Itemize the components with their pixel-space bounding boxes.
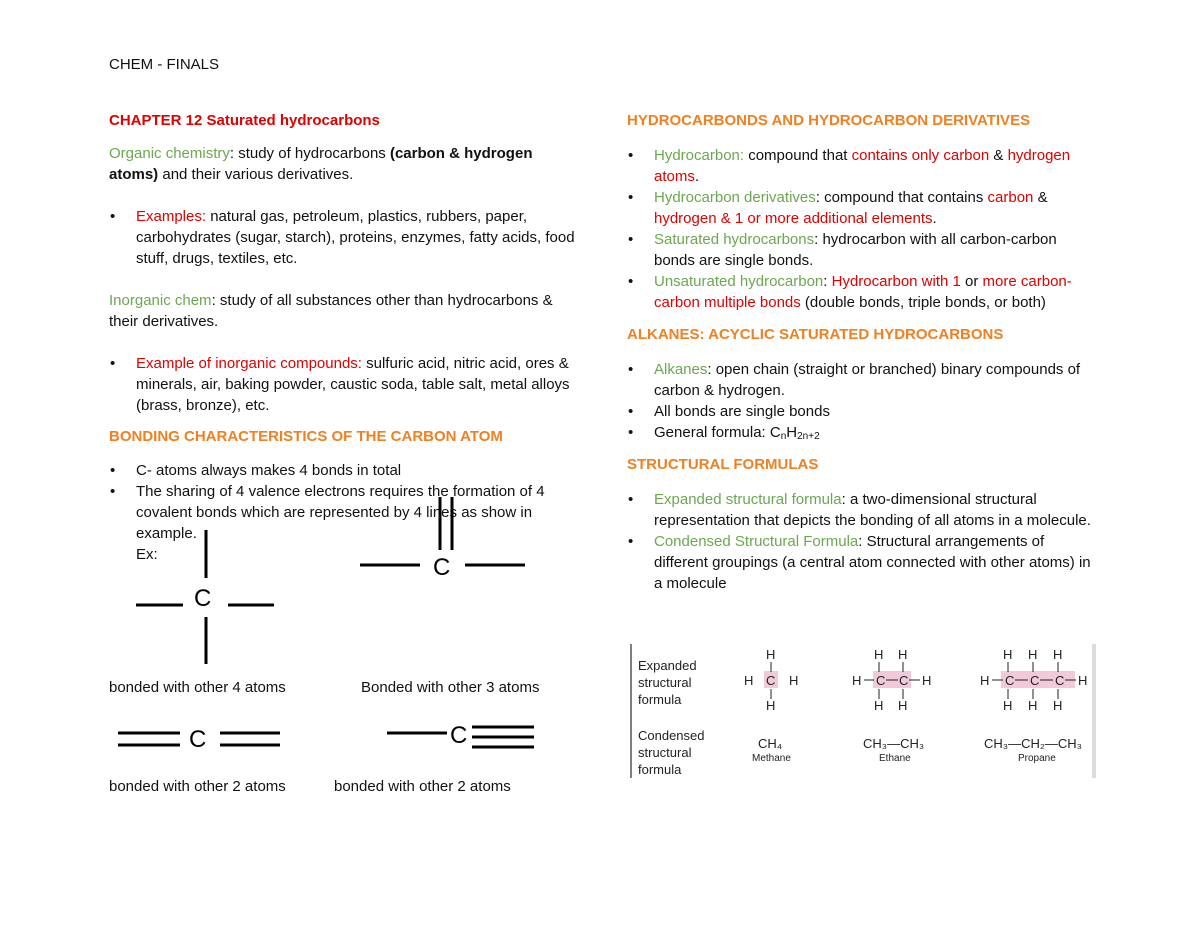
figure-label: Condensed <box>638 728 705 743</box>
methane-formula: CH₄ <box>758 736 783 751</box>
bonding-heading: BONDING CHARACTERISTICS OF THE CARBON ATOM <box>109 428 503 445</box>
inorganic-term: Inorganic chem <box>109 292 212 309</box>
list-item: • Hydrocarbon: compound that contains only carbon & hydrogen atoms. <box>627 145 1097 187</box>
document-title: CHEM - FINALS <box>109 56 220 73</box>
atom-c: C <box>876 673 886 688</box>
atom-c: C <box>1055 673 1065 688</box>
propane-formula: CH₃—CH₂—CH₃ <box>984 736 1082 751</box>
list-item: • Expanded structural formula: a two-dimensional structural representation that depicts the bonding of all atoms in a molecule. <box>627 489 1097 531</box>
structural-formulas-heading: STRUCTURAL FORMULAS <box>627 456 819 473</box>
list-item: • Hydrocarbon derivatives: compound that contains carbon & hydrogen & 1 or more additional elements. <box>627 187 1097 229</box>
list-item: • Condensed Structural Formula: Structural arrangements of different groupings (a central atom connected with other atoms) in a molecule <box>627 531 1097 594</box>
atom-h: H <box>874 698 884 713</box>
atom-h: H <box>874 647 884 662</box>
right-column <box>627 110 1097 594</box>
figure-label: formula <box>638 762 682 777</box>
figure-label: structural <box>638 745 692 760</box>
atom-h: H <box>744 673 754 688</box>
atom-c: C <box>766 673 776 688</box>
caption-triple-bond: bonded with other 2 atoms <box>334 778 511 795</box>
atom-h: H <box>1003 647 1013 662</box>
hydrocarbon-definitions-list <box>627 145 1097 313</box>
list-item: • Example of inorganic compounds: sulfuric acid, nitric acid, ores & minerals, air, baking powder, caustic soda, table salt, metal alloys (brass, bronze), etc. <box>109 353 579 416</box>
list-item: • General formula: $C_nH_{2n+2}$ <box>627 422 1097 443</box>
alkanes-list <box>627 359 1097 443</box>
atom-c: C <box>1030 673 1040 688</box>
atom-h: H <box>852 673 862 688</box>
atom-h: H <box>766 647 776 662</box>
atom-c: C <box>1005 673 1015 688</box>
structural-formulas-list <box>627 489 1097 594</box>
list-item: • Saturated hydrocarbons: hydrocarbon with all carbon-carbon bonds are single bonds. <box>627 229 1097 271</box>
atom-h: H <box>898 698 908 713</box>
carbon-symbol: C <box>450 722 468 749</box>
inorganic-definition: Inorganic chem: study of all substances other than hydrocarbons & their derivatives. <box>109 292 553 330</box>
organic-definition: Organic chemistry: study of hydrocarbons (carbon & hydrogen atoms) and their various derivatives. <box>109 145 533 183</box>
figure-label: Expanded <box>638 658 697 673</box>
list-item: • Unsaturated hydrocarbon: Hydrocarbon with 1 or more carbon-carbon multiple bonds (double bonds, triple bonds, or both) <box>627 271 1097 313</box>
hydrocarbons-heading: HYDROCARBONDS AND HYDROCARBON DERIVATIVES <box>627 112 1031 129</box>
chapter-title: CHAPTER 12 Saturated hydrocarbons <box>109 112 380 129</box>
methane-name: Methane <box>752 753 791 764</box>
atom-h: H <box>980 673 990 688</box>
figure-label: formula <box>638 692 682 707</box>
list-item: • Alkanes: open chain (straight or branched) binary compounds of carbon & hydrogen. <box>627 359 1097 401</box>
atom-h: H <box>766 698 776 713</box>
figure-label: structural <box>638 675 692 690</box>
list-item: • Examples: natural gas, petroleum, plastics, rubbers, paper, carbohydrates (sugar, starch), proteins, enzymes, fatty acids, food stuff, drugs, textiles, etc. <box>109 206 579 269</box>
organic-term: Organic chemistry <box>109 145 230 162</box>
atom-h: H <box>1078 673 1088 688</box>
structural-formula-figure <box>628 640 1098 782</box>
caption-three-bonds: Bonded with other 3 atoms <box>361 679 540 696</box>
ethane-name: Ethane <box>879 753 911 764</box>
atom-h: H <box>1053 647 1063 662</box>
carbon-symbol: C <box>189 726 207 753</box>
ethane-formula: CH₃—CH₃ <box>863 736 925 751</box>
atom-h: H <box>789 673 799 688</box>
propane-name: Propane <box>1018 753 1056 764</box>
caption-two-double-bonds: bonded with other 2 atoms <box>109 778 286 795</box>
carbon-symbol: C <box>433 554 451 581</box>
caption-four-bonds: bonded with other 4 atoms <box>109 679 286 696</box>
ex-label: Ex: <box>136 546 158 563</box>
carbon-symbol: C <box>194 585 212 612</box>
atom-h: H <box>1053 698 1063 713</box>
list-item: • All bonds are single bonds <box>627 401 1097 422</box>
list-item: • C- atoms always makes 4 bonds in total <box>109 460 579 481</box>
atom-h: H <box>1028 698 1038 713</box>
atom-h: H <box>1028 647 1038 662</box>
atom-h: H <box>922 673 932 688</box>
list-item: • The sharing of 4 valence electrons requires the formation of 4 covalent bonds which are represented by 4 lines as show in example. <box>109 481 579 544</box>
atom-h: H <box>1003 698 1013 713</box>
atom-h: H <box>898 647 908 662</box>
alkanes-heading: ALKANES: ACYCLIC SATURATED HYDROCARBONS <box>627 326 1004 343</box>
atom-c: C <box>899 673 909 688</box>
